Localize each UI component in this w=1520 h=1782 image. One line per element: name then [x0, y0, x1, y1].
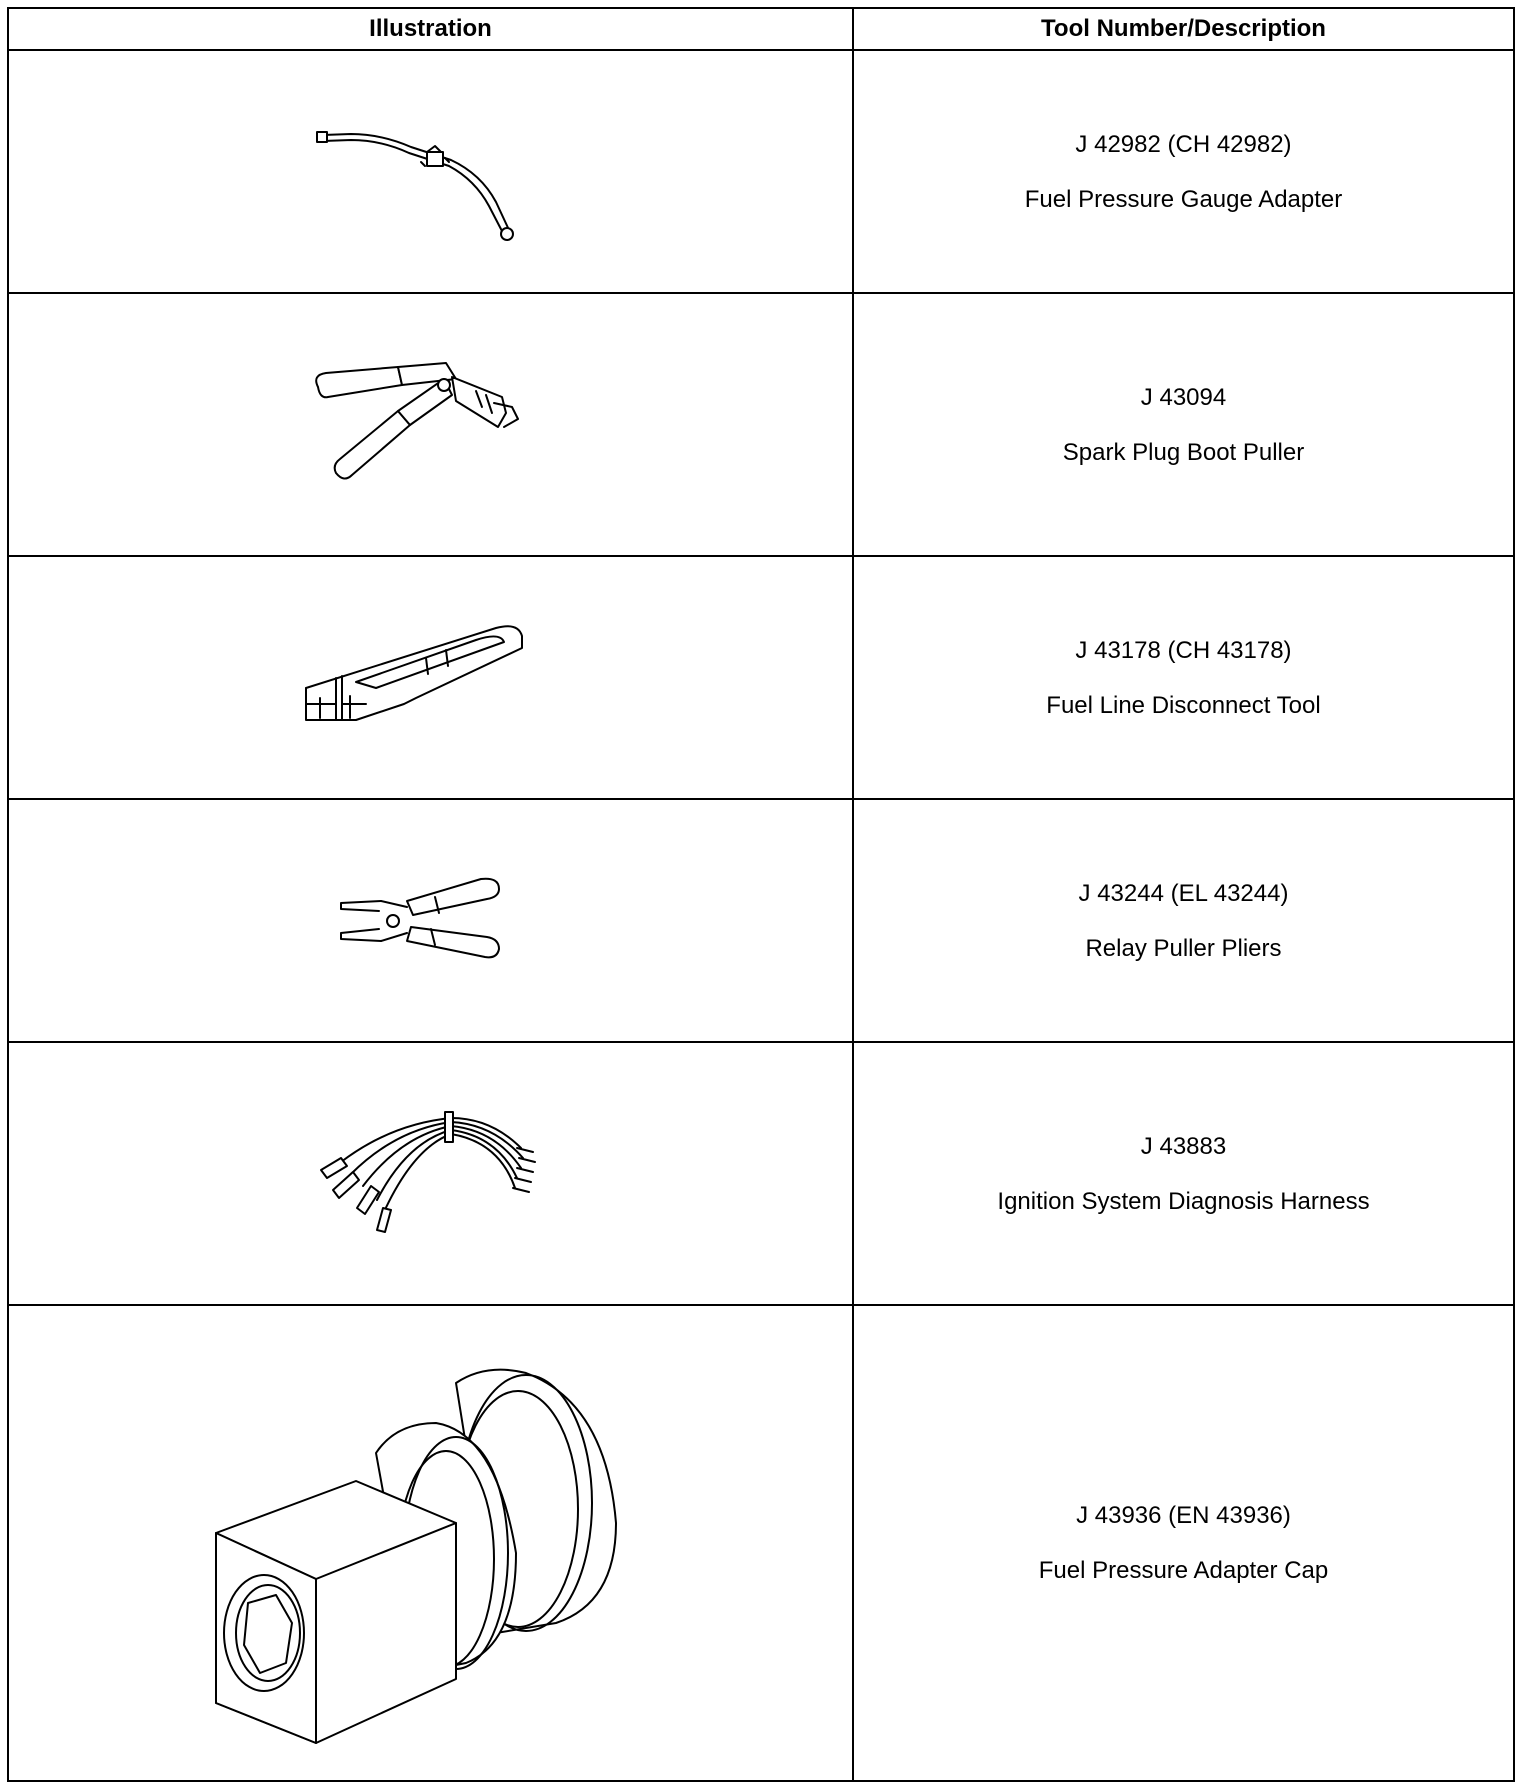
fuel-line-disconnect-tool-icon: [296, 608, 566, 748]
table-row: [8, 293, 1514, 556]
tool-description: Fuel Pressure Adapter Cap: [1038, 1557, 1329, 1584]
tool-number: J 42982 (CH 42982): [1075, 130, 1292, 158]
tool-description: Fuel Pressure Gauge Adapter: [1024, 185, 1343, 213]
tool-number: J 43178 (CH 43178): [1075, 636, 1292, 664]
illustration-cell: [8, 799, 853, 1042]
illustration-cell: [8, 556, 853, 799]
header-tool-number-description: Tool Number/Description: [853, 8, 1514, 50]
tool-number: J 43936 (EN 43936): [1076, 1502, 1291, 1529]
description-cell: [853, 799, 1514, 1042]
illustration-cell: [8, 293, 853, 556]
table-header-row: [8, 8, 1514, 50]
description-cell: [853, 1305, 1514, 1781]
tool-description: Relay Puller Pliers: [1085, 934, 1282, 962]
tool-number: J 43883: [1140, 1132, 1227, 1160]
table-row: [8, 1305, 1514, 1781]
table-row: [8, 799, 1514, 1042]
description-cell: [853, 1042, 1514, 1305]
header-illustration: Illustration: [8, 8, 853, 50]
tool-description: Spark Plug Boot Puller: [1062, 438, 1305, 466]
tool-description: Ignition System Diagnosis Harness: [997, 1187, 1370, 1215]
relay-puller-pliers-icon: [331, 871, 531, 971]
spark-plug-boot-puller-icon: [306, 355, 556, 495]
special-tools-table: [7, 7, 1515, 1782]
tool-number: J 43244 (EL 43244): [1078, 879, 1289, 907]
table-row: [8, 1042, 1514, 1305]
tool-number: J 43094: [1140, 383, 1227, 411]
illustration-cell: [8, 1042, 853, 1305]
description-cell: [853, 293, 1514, 556]
illustration-cell: [8, 50, 853, 293]
table-row: [8, 556, 1514, 799]
description-cell: [853, 50, 1514, 293]
fuel-pressure-adapter-cap-icon: [196, 1333, 666, 1753]
description-cell: [853, 556, 1514, 799]
ignition-harness-icon: [311, 1104, 551, 1244]
table-row: [8, 50, 1514, 293]
tool-description: Fuel Line Disconnect Tool: [1046, 691, 1321, 719]
illustration-cell: [8, 1305, 853, 1781]
fuel-pressure-gauge-adapter-icon: [311, 102, 551, 242]
